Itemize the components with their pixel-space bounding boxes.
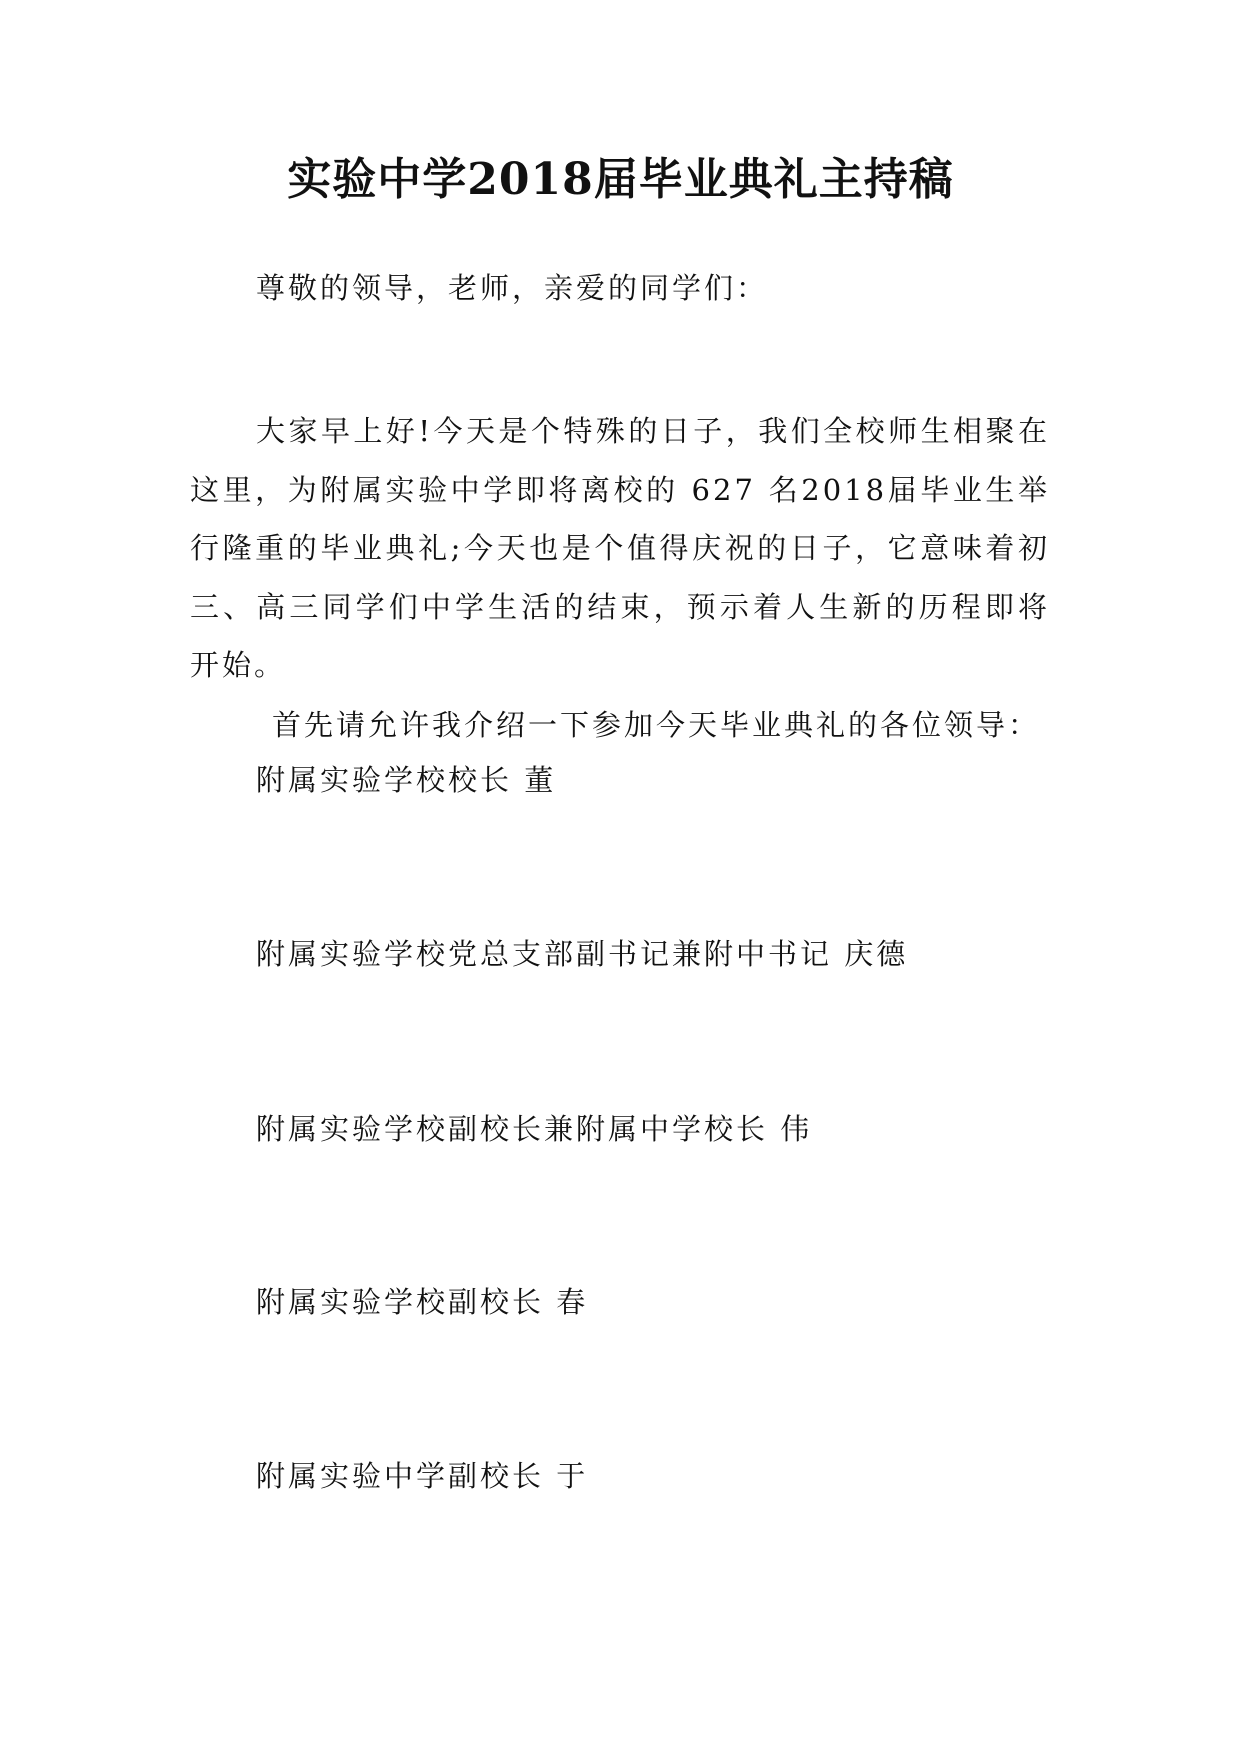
- opening-paragraph: 大家早上好!今天是个特殊的日子，我们全校师生相聚在这里，为附属实验中学即将离校的 627 名2018届毕业生举行隆重的毕业典礼;今天也是个值得庆祝的日子，它意味着初三、高三同学们中学生活的结束，预示着人生新的历程即将开始。: [190, 414, 1050, 682]
- introduction-line: 首先请允许我介绍一下参加今天毕业典礼的各位领导：: [272, 708, 1041, 742]
- leader-line: 附属实验学校副校长 春: [256, 1285, 589, 1319]
- document-title: 实验中学2018届毕业典礼主持稿: [287, 154, 954, 205]
- leader-line: 附属实验学校校长 董: [256, 763, 557, 797]
- greeting: 尊敬的领导，老师，亲爱的同学们：: [256, 271, 769, 305]
- leader-line: 附属实验中学副校长 于: [256, 1459, 589, 1493]
- leader-line: 附属实验学校党总支部副书记兼附中书记 庆德: [256, 937, 909, 971]
- leader-line: 附属实验学校副校长兼附属中学校长 伟: [256, 1112, 813, 1146]
